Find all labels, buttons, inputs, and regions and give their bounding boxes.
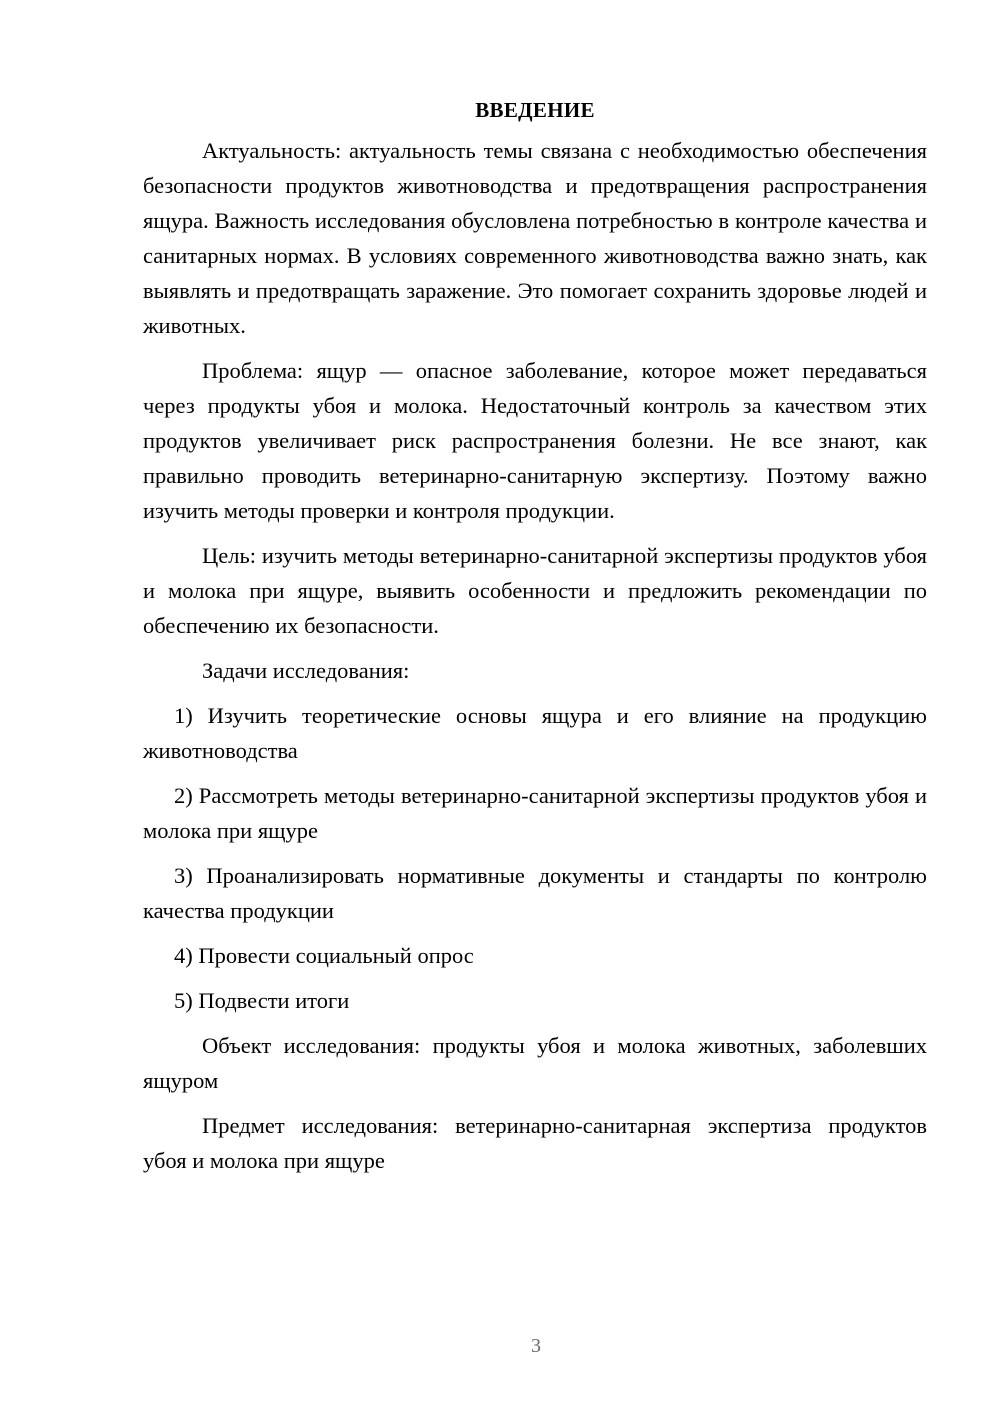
task-item-4: 4) Провести социальный опрос [174, 943, 474, 968]
paragraph-subject: Предмет исследования: ветеринарно-санитарная экспертиза продуктов убоя и молока при ящуре [143, 1113, 927, 1173]
section-title: ВВЕДЕНИЕ [475, 98, 595, 122]
task-item-5: 5) Подвести итоги [174, 988, 350, 1013]
tasks-list [143, 698, 927, 1018]
tasks-heading: Задачи исследования: [202, 658, 410, 683]
task-item-2: 2) Рассмотреть методы ветеринарно-санитарной экспертизы продуктов убоя и молока при ящуре [143, 783, 927, 843]
paragraph-relevance: Актуальность: актуальность темы связана с необходимостью обеспечения безопасности продуктов животноводства и предотвращения распространения ящура. Важность исследования обусловлена потребностью в контроле качества и санитарных нормах. В условиях современного животноводства важно знать, как выявлять и предотвращать заражение. Это помогает сохранить здоровье людей и животных. [143, 138, 927, 338]
page-number: 3 [531, 1335, 541, 1357]
task-item-1: 1) Изучить теоретические основы ящура и его влияние на продукцию животноводства [143, 703, 927, 763]
task-item-3: 3) Проанализировать нормативные документы и стандарты по контролю качества продукции [143, 863, 927, 923]
paragraph-goal: Цель: изучить методы ветеринарно-санитарной экспертизы продуктов убоя и молока при ящуре, выявить особенности и предложить рекомендации по обеспечению их безопасности. [143, 543, 927, 638]
paragraph-problem: Проблема: ящур — опасное заболевание, которое может передаваться через продукты убоя и молока. Недостаточный контроль за качеством этих продуктов увеличивает риск распространения болезни. Не все знают, как правильно проводить ветеринарно-санитарную экспертизу. Поэтому важно изучить методы проверки и контроля продукции. [143, 358, 927, 523]
paragraph-object: Объект исследования: продукты убоя и молока животных, заболевших ящуром [143, 1033, 927, 1093]
document-body [143, 92, 927, 1188]
